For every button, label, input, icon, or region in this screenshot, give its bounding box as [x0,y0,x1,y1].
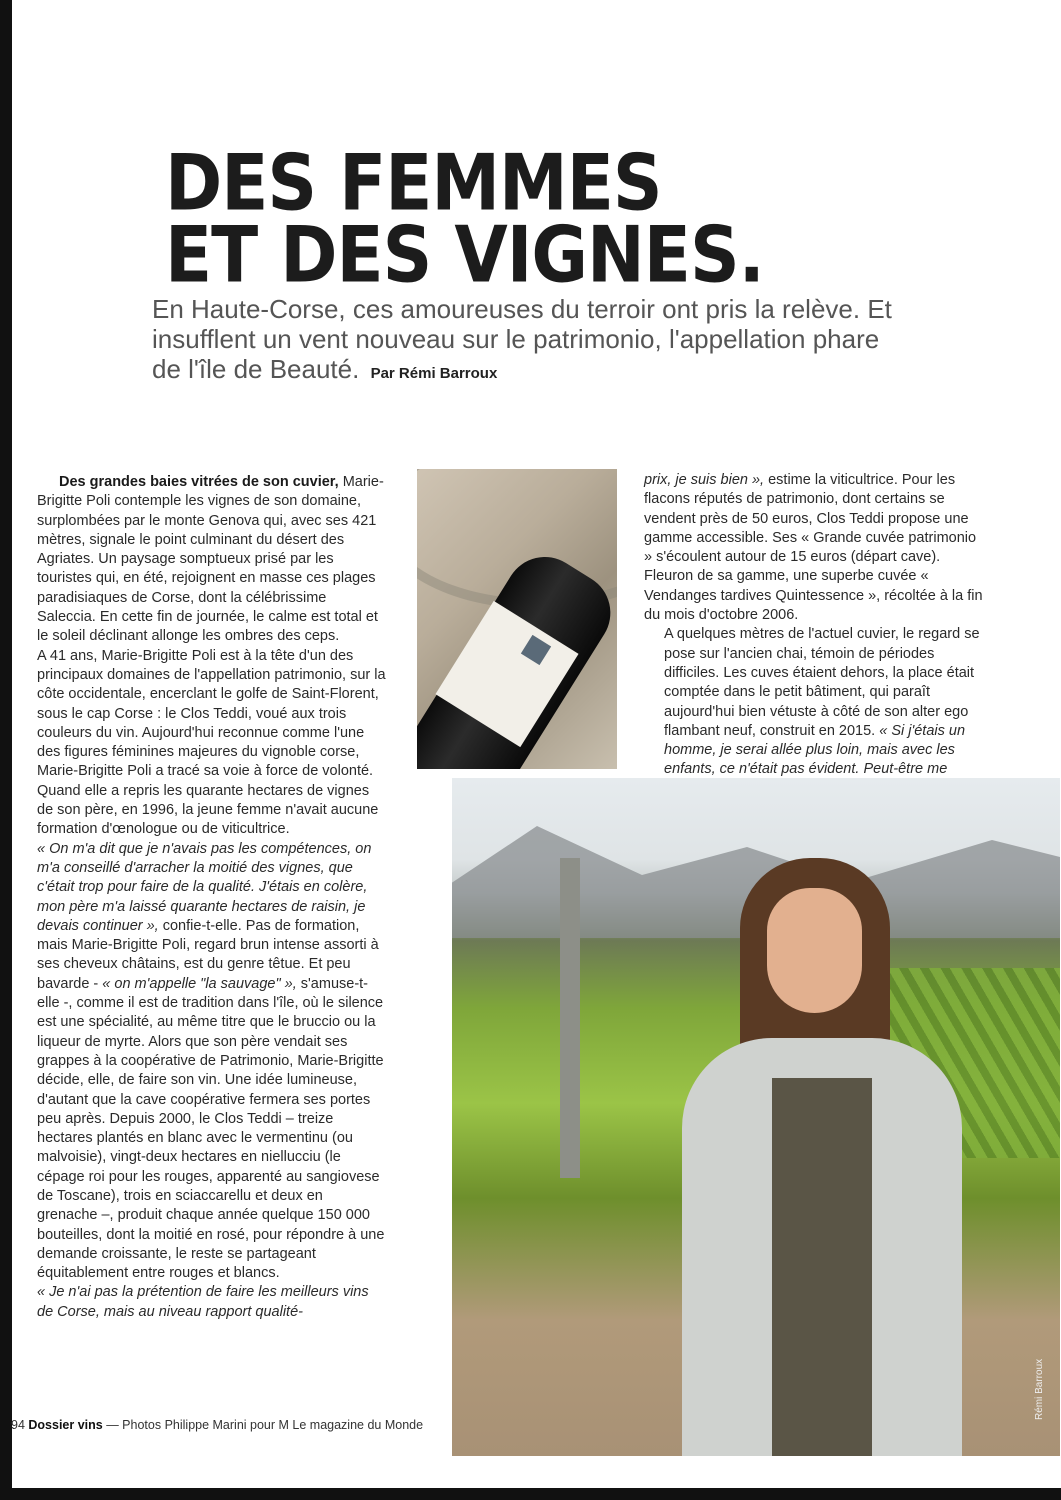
page-number: 94 [11,1418,25,1432]
quote-1: « On m'a dit que je n'avais pas les compétences, on m'a conseillé d'arracher la moitié des vignes, que c'était trop pour faire de la qualité. J'étais en colère, mon père m'a laissé quarante hectares de raisin, je devais continuer », [37,840,372,934]
article-right-column [644,471,984,780]
byline: Par Rémi Barroux [370,365,498,382]
headline-line-2: ET DES VIGNES. [165,210,764,301]
scan-left-border [0,0,12,1500]
scan-bottom-border [0,1488,1061,1500]
headline [165,139,885,301]
vine-post [560,858,580,1178]
photo-credit: — Photos Philippe Marini pour M Le magazine du Monde [102,1418,424,1432]
quote-3: « Je n'ai pas la prétention de faire les meilleurs vins de Corse, mais au niveau rapport qualité- [37,1284,369,1320]
article-left-column [37,473,387,1322]
paragraph-5: A quelques mètres de l'actuel cuvier, le regard se pose sur l'ancien chai, témoin de périodes difficiles. Les cuves étaient dehors, la place était comptée dans le petit bâtiment, qui paraît aujourd'hui bien vétuste à côté de son alter ego flambant neuf, construit en 2015. [664,626,980,739]
deck [152,294,902,389]
lead-in: Des grandes baies vitrées de son cuvier, [59,474,339,490]
paragraph-4: estime la viticultrice. Pour les flacons réputés de patrimonio, dont certains se vendent près de 50 euros, Clos Teddi propose une gamme accessible. Ses « Grande cuvée patrimonio » s'écoulent autour de 15 euros (départ cave). Fleuron de sa gamme, une superbe cuvée « Vendanges tardives Quintessence », récoltée à la fin du mois d'octobre 2006. [644,472,983,624]
paragraph-2: A 41 ans, Marie-Brigitte Poli est à la tête d'un des principaux domaines de l'appellation patrimonio, sur la côte occidentale, encerclant le golfe de Saint-Florent, sous le cap Corse : le Clos Teddi, voué aux trois couleurs du vin. Aujourd'hui reconnue comme l'une des figures féminines majeures du vignoble corse, Marie-Brigitte Poli a tracé sa voie à force de volonté. Quand elle a repris les quarante hectares de vignes de son père, en 1996, la jeune femme n'avait aucune formation d'œnologue ou de viticultrice. [37,647,386,838]
photo-credit-vertical: Rémi Barroux [1034,1358,1045,1420]
deck-text: En Haute-Corse, ces amoureuses du terroir ont pris la relève. Et insufflent un vent nouveau sur le patrimonio, l'appellation phare de l'île de Beauté. [152,294,892,384]
paragraph-3-cont: s'amuse-t-elle -, comme il est de tradition dans l'île, où le silence est une spécialité, au même titre que le bruccio ou la liqueur de myrte. Alors que son père vendait ses grappes à la coopérative de Patrimonio, Marie-Brigitte décide, elle, de faire son vin. Une idée lumineuse, d'autant que la cave coopérative fermera ses portes peu après. Depuis 2000, le Clos Teddi – treize hectares plantés en blanc avec le vermentinu (ou malvoisie), vingt-deux hectares en niellucciu (le cépage roi pour les rouges, apparenté au sangiovese de Toscane), trois en sciaccarellu et deux en grenache –, produit chaque année quelque 150 000 bouteilles, dont la moitié en rosé, pour répondre à une demande croissante, le reste se partageant équitablement entre rouges et blancs. [37,975,385,1282]
winemaker-portrait-photo [452,778,1060,1456]
headline-line-1: DES FEMMES [165,139,662,229]
wine-bottle-photo [417,469,617,769]
paragraph-3: confie-t-elle. Pas de formation, mais Marie-Brigitte Poli, regard brun intense assorti à ses cheveux châtains, est du genre têtue. Et peu bavarde - [37,917,379,992]
section-name: Dossier vins [28,1418,103,1432]
quote-continuation: prix, je suis bien », [644,472,765,488]
portrait-shirt [772,1078,872,1456]
portrait-face [767,888,862,1013]
quote-4: « Si j'étais un homme, je serai allée plus loin, mais avec les enfants, ce n'était pas évident. Peut-être me [664,722,966,778]
quote-2: « on m'appelle "la sauvage" », [102,975,297,992]
page-footer [11,1418,423,1432]
paragraph-1: Marie-Brigitte Poli contemple les vignes de son domaine, surplombées par le monte Genova qui, avec ses 421 mètres, signale le point culminant du désert des Agriates. Un paysage somptueux prisé par les touristes qui, en été, rejoignent en masse ces plages paradisiaques de Corse, dont la célébrissime Saleccia. En cette fin de journée, le calme est total et le soleil déclinant allonge les ombres des ceps. [37,474,384,645]
